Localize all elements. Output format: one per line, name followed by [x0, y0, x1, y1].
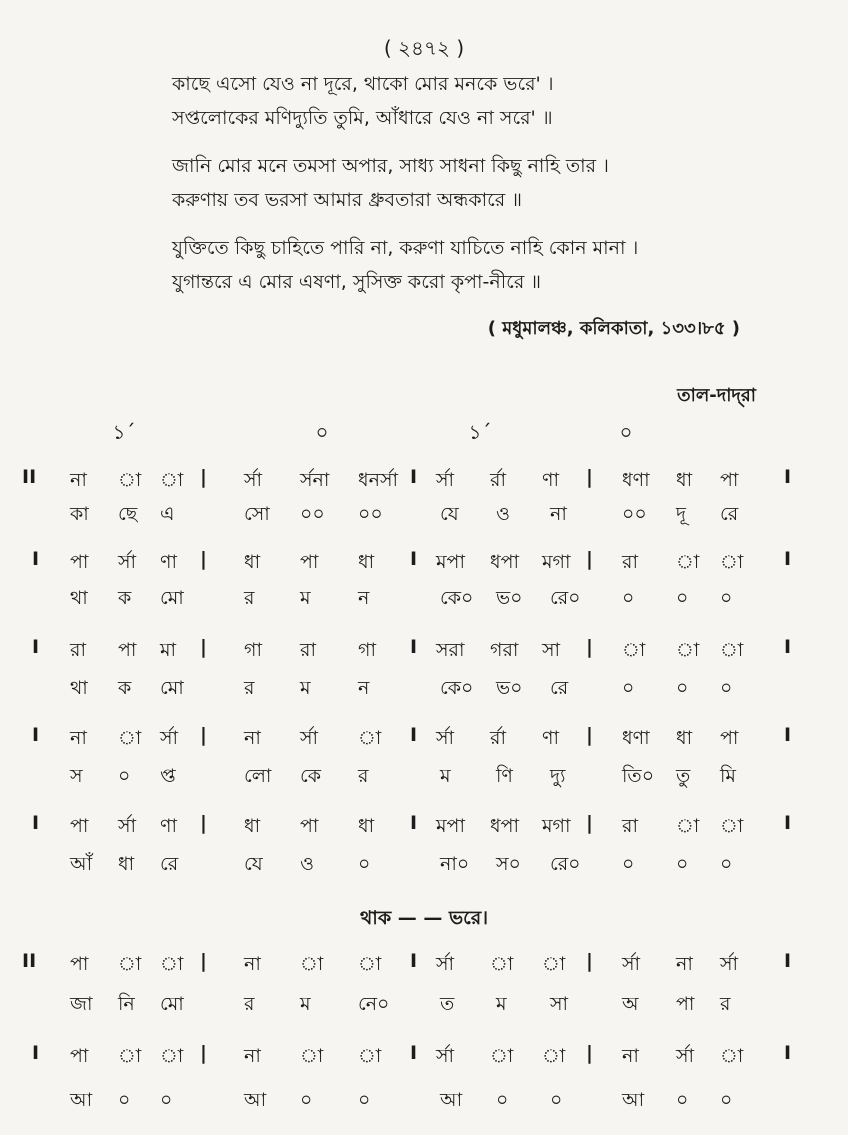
lyric-syllable: আ: [70, 1089, 93, 1111]
lyric-line: কাছে এসো যেও না দূরে, থাকো মোর মনকে ভরে' ।: [172, 73, 554, 95]
swara-note: র্সা: [436, 469, 455, 491]
bar-line: I: [410, 724, 418, 746]
lyric-syllable: ক: [118, 587, 132, 609]
swara-note: ধা: [244, 551, 261, 573]
swara-note: পা: [118, 639, 137, 661]
lyric-syllable: ম: [496, 993, 507, 1015]
swara-note: রা: [622, 551, 638, 573]
swara-note: পা: [720, 727, 739, 749]
lyric-syllable: ০: [358, 853, 371, 875]
swara-note: র্সা: [622, 953, 641, 975]
lyric-syllable: ও: [300, 853, 314, 875]
lyric-syllable: আ: [440, 1089, 463, 1111]
refrain-note: থাক — — ভরে।: [360, 907, 488, 929]
swara-note: র্সা: [300, 727, 319, 749]
lyric-syllable: ০: [622, 853, 635, 875]
lyric-syllable: না০: [440, 853, 470, 875]
swara-note: রা: [70, 639, 86, 661]
swara-note: া: [676, 551, 700, 573]
bar-line: I: [410, 466, 418, 488]
bar-line: I: [784, 636, 792, 658]
swara-note: র্সা: [118, 815, 137, 837]
swara-note: া: [542, 1045, 566, 1067]
lyric-syllable: জা: [70, 993, 93, 1015]
swara-note: া: [676, 815, 700, 837]
lyric-syllable: ম: [440, 765, 451, 787]
swara-note: া: [118, 727, 142, 749]
swara-note: া: [160, 1045, 184, 1067]
bar-line: I: [784, 812, 792, 834]
lyric-syllable: দ্যু: [550, 765, 566, 787]
bar-line: I: [32, 1042, 40, 1064]
bar-line: |: [586, 548, 593, 570]
swara-note: ণা: [160, 551, 177, 573]
lyric-syllable: ভ০: [496, 677, 523, 699]
bar-line: |: [200, 548, 207, 570]
swara-note: রা: [300, 639, 316, 661]
lyric-syllable: ০০: [622, 503, 647, 525]
bar-line: II: [22, 466, 37, 488]
lyric-syllable: কে০: [440, 587, 474, 609]
swara-row: [0, 950, 848, 984]
lyric-syllable: কে: [300, 765, 322, 787]
bar-line: |: [586, 466, 593, 488]
lyric-syllable: ম: [300, 677, 311, 699]
lyric-syllable: র: [244, 677, 255, 699]
lyric-syllable: মো: [160, 993, 184, 1015]
swara-note: র্রা: [490, 727, 506, 749]
swara-note: র্সা: [160, 727, 179, 749]
lyric-syllable: ভ০: [496, 587, 523, 609]
lyric-syllable: পা: [676, 993, 695, 1015]
swara-note: া: [720, 639, 744, 661]
bar-line: I: [410, 1042, 418, 1064]
lyric-syllable: কে০: [440, 677, 474, 699]
bar-line: I: [32, 548, 40, 570]
swara-note: ধা: [676, 469, 693, 491]
bar-line: I: [32, 636, 40, 658]
bar-line: I: [410, 950, 418, 972]
lyric-syllable: স: [70, 765, 83, 787]
beat-mark: ১´: [112, 420, 136, 444]
lyric-syllable: ০: [676, 677, 689, 699]
swara-note: ধা: [244, 815, 261, 837]
lyric-syllable: প্ত: [160, 765, 176, 787]
bar-line: I: [784, 548, 792, 570]
swara-note: া: [490, 1045, 514, 1067]
swara-note: সা: [542, 639, 561, 661]
bar-line: |: [200, 1042, 207, 1064]
swara-row: [0, 636, 848, 670]
lyric-syllable: মো: [160, 587, 184, 609]
lyric-syllable: থা: [70, 587, 88, 609]
bar-line: II: [22, 950, 37, 972]
lyric-syllable: সা: [550, 993, 569, 1015]
lyric-syllable: রে: [160, 853, 179, 875]
swara-note: গা: [358, 639, 376, 661]
swara-note: র্সা: [676, 1045, 695, 1067]
bar-line: |: [586, 812, 593, 834]
bar-line: I: [32, 724, 40, 746]
lyric-syllable-row: [0, 990, 848, 1024]
lyric-syllable: মি: [720, 765, 736, 787]
lyric-syllable: র: [244, 587, 255, 609]
lyric-syllable-row: [0, 674, 848, 708]
swara-note: ধপা: [490, 551, 520, 573]
swara-note: া: [300, 1045, 324, 1067]
bar-line: |: [200, 466, 207, 488]
swara-note: মা: [160, 639, 177, 661]
lyric-syllable: লো: [244, 765, 272, 787]
swara-note: ধা: [358, 815, 375, 837]
lyric-syllable: ০: [676, 853, 689, 875]
lyric-syllable-row: [0, 500, 848, 534]
lyric-syllable: ০: [118, 1089, 131, 1111]
lyric-syllable: ০: [300, 1089, 313, 1111]
bar-line: |: [200, 950, 207, 972]
beat-mark: ১´: [468, 420, 492, 444]
lyric-syllable: তু: [676, 765, 691, 787]
swara-note: া: [118, 953, 142, 975]
lyric-syllable: সো: [244, 503, 270, 525]
lyric-syllable: ০: [358, 1089, 371, 1111]
swara-note: না: [244, 1045, 261, 1067]
lyric-syllable: এ: [160, 503, 175, 525]
lyric-syllable: রে০: [550, 853, 581, 875]
swara-note: গা: [244, 639, 262, 661]
swara-note: না: [70, 727, 87, 749]
lyric-syllable: র: [244, 993, 255, 1015]
swara-note: ধণা: [622, 727, 650, 749]
swara-note: া: [118, 1045, 142, 1067]
lyric-syllable: ০০: [300, 503, 325, 525]
swara-note: ণা: [542, 469, 559, 491]
bar-line: I: [784, 1042, 792, 1064]
lyric-syllable: কা: [70, 503, 89, 525]
source-citation: ( মধুমালঞ্চ, কলিকাতা, ১৩৩।৮৫ ): [487, 318, 740, 339]
lyric-syllable: রে০: [550, 587, 581, 609]
swara-note: া: [490, 953, 514, 975]
lyric-syllable: রে: [720, 503, 739, 525]
lyric-syllable: যে: [440, 503, 459, 525]
lyric-syllable: ০: [720, 853, 733, 875]
swara-note: না: [676, 953, 693, 975]
lyric-syllable: ০: [720, 587, 733, 609]
bar-line: |: [586, 636, 593, 658]
lyric-line: যুক্তিতে কিছু চাহিতে পারি না, করুণা যাচিতে নাহি কোন মানা ।: [172, 237, 639, 259]
swara-note: ধপা: [490, 815, 520, 837]
swara-note: র্সা: [118, 551, 137, 573]
lyric-syllable: তি০: [622, 765, 655, 787]
swara-note: পা: [70, 815, 89, 837]
swara-note: র্সা: [436, 1045, 455, 1067]
lyric-line: যুগান্তরে এ মোর এষণা, সুসিক্ত করো কৃপা-নীরে ॥: [172, 271, 542, 293]
bar-line: I: [784, 950, 792, 972]
lyric-syllable: নি: [118, 993, 135, 1015]
swara-note: া: [720, 551, 744, 573]
swara-note: ণা: [160, 815, 177, 837]
lyric-syllable: ক: [118, 677, 132, 699]
tala-label: তাল-দাদ্‌রা: [677, 385, 756, 406]
swara-note: পা: [300, 815, 319, 837]
swara-note: সরা: [436, 639, 465, 661]
lyric-syllable: ০: [160, 1089, 173, 1111]
lyric-syllable: ন: [358, 677, 370, 699]
lyric-syllable: যে: [244, 853, 263, 875]
lyric-syllable: মো: [160, 677, 184, 699]
swara-note: ধণা: [622, 469, 650, 491]
beat-mark: ০: [315, 420, 329, 444]
lyric-syllable: ন: [358, 587, 370, 609]
lyric-syllable: ছে: [118, 503, 138, 525]
lyric-syllable: ০: [118, 765, 131, 787]
lyric-syllable: আঁ: [70, 853, 93, 875]
swara-note: পা: [70, 551, 89, 573]
swara-note: র্সা: [720, 953, 739, 975]
bar-line: |: [586, 1042, 593, 1064]
lyric-syllable: আ: [244, 1089, 267, 1111]
swara-note: া: [160, 953, 184, 975]
lyric-syllable: ০: [496, 1089, 509, 1111]
swara-note: ধা: [358, 551, 375, 573]
bar-line: |: [200, 812, 207, 834]
swara-note: মগা: [542, 551, 571, 573]
lyric-syllable: দূ: [676, 503, 686, 525]
bar-line: I: [32, 812, 40, 834]
bar-line: I: [410, 636, 418, 658]
swara-note: া: [676, 639, 700, 661]
swara-note: ণা: [542, 727, 559, 749]
lyric-syllable: ম: [300, 993, 311, 1015]
bar-line: I: [410, 812, 418, 834]
lyric-syllable-row: [0, 762, 848, 796]
swara-note: া: [720, 815, 744, 837]
swara-note: পা: [70, 1045, 89, 1067]
lyric-syllable: ণি: [496, 765, 513, 787]
swara-note: া: [358, 727, 382, 749]
swara-row: [0, 812, 848, 846]
swara-note: া: [542, 953, 566, 975]
swara-note: না: [622, 1045, 639, 1067]
bar-line: |: [200, 724, 207, 746]
swara-note: া: [720, 1045, 744, 1067]
swara-note: া: [300, 953, 324, 975]
swara-note: র্সা: [436, 727, 455, 749]
swara-note: া: [160, 469, 184, 491]
swara-note: া: [118, 469, 142, 491]
lyric-syllable: ০: [622, 677, 635, 699]
swara-note: পা: [300, 551, 319, 573]
swara-note: পা: [70, 953, 89, 975]
swara-note: ধনর্সা: [358, 469, 399, 491]
lyric-syllable: আ: [622, 1089, 645, 1111]
bar-line: I: [784, 724, 792, 746]
lyric-line: সপ্তলোকের মণিদ্যুতি তুমি, আঁধারে যেও না সরে' ॥: [172, 107, 553, 129]
bar-line: |: [200, 636, 207, 658]
swara-row: [0, 466, 848, 500]
swara-row: [0, 548, 848, 582]
lyric-syllable-row: [0, 584, 848, 618]
lyric-line: করুণায় তব ভরসা আমার ধ্রুবতারা অন্ধকারে ॥: [172, 189, 523, 211]
swara-note: র্রা: [490, 469, 506, 491]
lyric-syllable: নে০: [358, 993, 390, 1015]
swara-note: র্সা: [244, 469, 263, 491]
lyric-syllable-row: [0, 1086, 848, 1120]
lyric-line: জানি মোর মনে তমসা অপার, সাধ্য সাধনা কিছু নাহি তার ।: [172, 155, 609, 177]
lyric-syllable: ০: [622, 587, 635, 609]
swara-note: মগা: [542, 815, 571, 837]
bar-line: I: [784, 466, 792, 488]
lyric-syllable: ম: [300, 587, 311, 609]
lyric-syllable: র: [720, 993, 731, 1015]
bar-line: I: [410, 548, 418, 570]
swara-note: ধা: [676, 727, 693, 749]
swara-note: া: [358, 953, 382, 975]
lyric-syllable: ০: [676, 587, 689, 609]
swara-row: [0, 724, 848, 758]
lyric-syllable: অ: [622, 993, 639, 1015]
bar-line: |: [586, 724, 593, 746]
lyric-syllable: ০: [720, 1089, 733, 1111]
swara-note: মপা: [436, 815, 465, 837]
swara-note: পা: [720, 469, 739, 491]
lyric-syllable: ০: [720, 677, 733, 699]
lyric-syllable: ও: [496, 503, 510, 525]
lyric-syllable: ০: [550, 1089, 563, 1111]
beat-mark: ০: [619, 420, 633, 444]
page-number: ( ২৪৭২ ): [383, 36, 465, 60]
swara-row: [0, 1042, 848, 1076]
lyric-syllable: র: [358, 765, 369, 787]
lyric-syllable: ধা: [118, 853, 135, 875]
bar-line: |: [586, 950, 593, 972]
lyric-syllable-row: [0, 850, 848, 884]
swara-note: র্সনা: [300, 469, 330, 491]
lyric-syllable: ত: [440, 993, 455, 1015]
swara-note: না: [70, 469, 87, 491]
swara-note: র্সা: [436, 953, 455, 975]
lyric-syllable: না: [550, 503, 567, 525]
swara-note: মপা: [436, 551, 465, 573]
swara-note: না: [244, 953, 261, 975]
lyric-syllable: থা: [70, 677, 88, 699]
swara-note: া: [622, 639, 646, 661]
swara-note: না: [244, 727, 261, 749]
swara-note: রা: [622, 815, 638, 837]
swara-note: া: [358, 1045, 382, 1067]
lyric-syllable: ০: [676, 1089, 689, 1111]
lyric-syllable: স০: [496, 853, 521, 875]
lyric-syllable: রে: [550, 677, 569, 699]
lyric-syllable: ০০: [358, 503, 383, 525]
swara-note: গরা: [490, 639, 519, 661]
